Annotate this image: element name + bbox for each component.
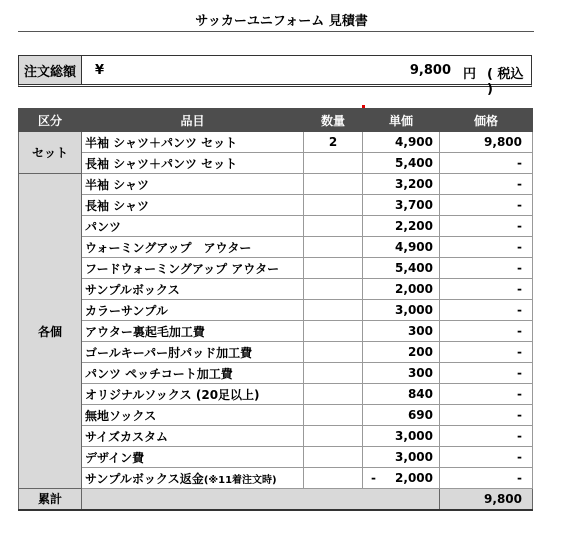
item-price: -	[440, 174, 533, 195]
table-row	[19, 321, 533, 342]
table-row	[19, 342, 533, 363]
item-name-refund[interactable]	[82, 468, 304, 489]
table-row	[19, 153, 533, 174]
item-price: -	[440, 384, 533, 405]
item-price: -	[440, 405, 533, 426]
item-unit-price: 2,000	[395, 471, 433, 485]
item-name[interactable]: ゴールキーパー肘パッド加工費	[82, 342, 304, 363]
item-name[interactable]: 無地ソックス	[82, 405, 304, 426]
item-quantity[interactable]	[304, 300, 363, 321]
item-quantity[interactable]	[304, 363, 363, 384]
item-name[interactable]: オリジナルソックス (20足以上)	[82, 384, 304, 405]
item-name[interactable]: パンツ	[82, 216, 304, 237]
item-unit-price: 5,400	[363, 258, 440, 279]
total-spacer	[82, 489, 440, 510]
table-header-row	[19, 109, 533, 132]
item-unit-price: 3,700	[363, 195, 440, 216]
item-unit-price: 2,000	[363, 279, 440, 300]
item-price: -	[440, 468, 533, 489]
tax-included-note: ( 税込 )	[487, 67, 524, 97]
order-total-label: 注文総額	[19, 56, 82, 84]
header-unit-price: 単価	[363, 109, 440, 132]
item-price: -	[440, 153, 533, 174]
item-price: -	[440, 342, 533, 363]
table-row	[19, 279, 533, 300]
item-name[interactable]: フードウォーミングアップ アウター	[82, 258, 304, 279]
table-row	[19, 405, 533, 426]
item-quantity[interactable]	[304, 405, 363, 426]
item-quantity[interactable]	[304, 237, 363, 258]
table-row	[19, 174, 533, 195]
item-unit-price: 200	[363, 342, 440, 363]
item-unit-price: 2,200	[363, 216, 440, 237]
item-unit-price: 840	[363, 384, 440, 405]
total-label: 累計	[19, 489, 82, 510]
item-unit-price: 690	[363, 405, 440, 426]
item-unit-price: 3,000	[363, 426, 440, 447]
category-set: セット	[19, 132, 82, 174]
item-price: -	[440, 279, 533, 300]
negative-sign: -	[371, 471, 376, 485]
table-row	[19, 468, 533, 489]
item-unit-price: 5,400	[363, 153, 440, 174]
item-quantity[interactable]	[304, 174, 363, 195]
item-name[interactable]: サンプルボックス	[82, 279, 304, 300]
header-quantity: 数量	[304, 109, 363, 132]
table-row	[19, 426, 533, 447]
title-underline	[18, 31, 534, 32]
item-name-text: サンプルボックス返金	[85, 471, 204, 486]
item-price: -	[440, 258, 533, 279]
header-category: 区分	[19, 109, 82, 132]
category-individual: 各個	[19, 174, 82, 489]
table-row	[19, 237, 533, 258]
item-unit-price: 300	[363, 321, 440, 342]
item-name[interactable]: 長袖 シャツ	[82, 195, 304, 216]
item-price: -	[440, 195, 533, 216]
item-quantity[interactable]	[304, 384, 363, 405]
item-name[interactable]: デザイン費	[82, 447, 304, 468]
item-quantity[interactable]	[304, 468, 363, 489]
page-title: サッカーユニフォーム 見積書	[195, 14, 368, 29]
table-row	[19, 258, 533, 279]
item-name-note: (※11着注文時)	[203, 474, 277, 486]
item-price: 9,800	[440, 132, 533, 153]
table-row	[19, 384, 533, 405]
item-quantity[interactable]	[304, 321, 363, 342]
table-row	[19, 216, 533, 237]
item-name[interactable]: 半袖 シャツ＋パンツ セット	[82, 132, 304, 153]
item-price: -	[440, 237, 533, 258]
quote-table	[18, 108, 533, 511]
item-name[interactable]: 長袖 シャツ＋パンツ セット	[82, 153, 304, 174]
order-total-box	[18, 55, 532, 97]
header-price: 価格	[440, 109, 533, 132]
item-unit-price: 300	[363, 363, 440, 384]
item-price: -	[440, 321, 533, 342]
item-quantity[interactable]	[304, 195, 363, 216]
item-quantity[interactable]	[304, 342, 363, 363]
item-name[interactable]: 半袖 シャツ	[82, 174, 304, 195]
item-unit-price: 3,200	[363, 174, 440, 195]
item-unit-price: 4,900	[363, 237, 440, 258]
currency-unit: 円	[463, 67, 477, 82]
header-item: 品目	[82, 109, 304, 132]
item-unit-price: 3,000	[363, 447, 440, 468]
item-price: -	[440, 216, 533, 237]
table-row	[19, 195, 533, 216]
item-quantity[interactable]	[304, 258, 363, 279]
order-total-amount: 9,800	[409, 63, 451, 78]
item-quantity[interactable]	[304, 447, 363, 468]
item-quantity[interactable]	[304, 153, 363, 174]
total-price: 9,800	[440, 489, 533, 510]
item-unit-price-refund	[363, 468, 440, 489]
item-price: -	[440, 300, 533, 321]
item-quantity[interactable]	[304, 426, 363, 447]
item-price: -	[440, 426, 533, 447]
item-unit-price: 4,900	[363, 132, 440, 153]
item-price: -	[440, 363, 533, 384]
item-name[interactable]: ウォーミングアップ アウター	[82, 237, 304, 258]
currency-symbol: ¥	[95, 63, 105, 78]
item-name[interactable]: カラーサンプル	[82, 300, 304, 321]
table-row	[19, 447, 533, 468]
item-price: -	[440, 447, 533, 468]
item-quantity[interactable]	[304, 216, 363, 237]
item-name[interactable]: サイズカスタム	[82, 426, 304, 447]
total-row	[19, 489, 533, 510]
item-quantity[interactable]: 2	[304, 132, 363, 153]
item-quantity[interactable]	[304, 279, 363, 300]
table-row	[19, 300, 533, 321]
table-row	[19, 132, 533, 153]
item-name[interactable]: アウター裏起毛加工費	[82, 321, 304, 342]
item-unit-price: 3,000	[363, 300, 440, 321]
item-name[interactable]: パンツ ペッチコート加工費	[82, 363, 304, 384]
table-row	[19, 363, 533, 384]
